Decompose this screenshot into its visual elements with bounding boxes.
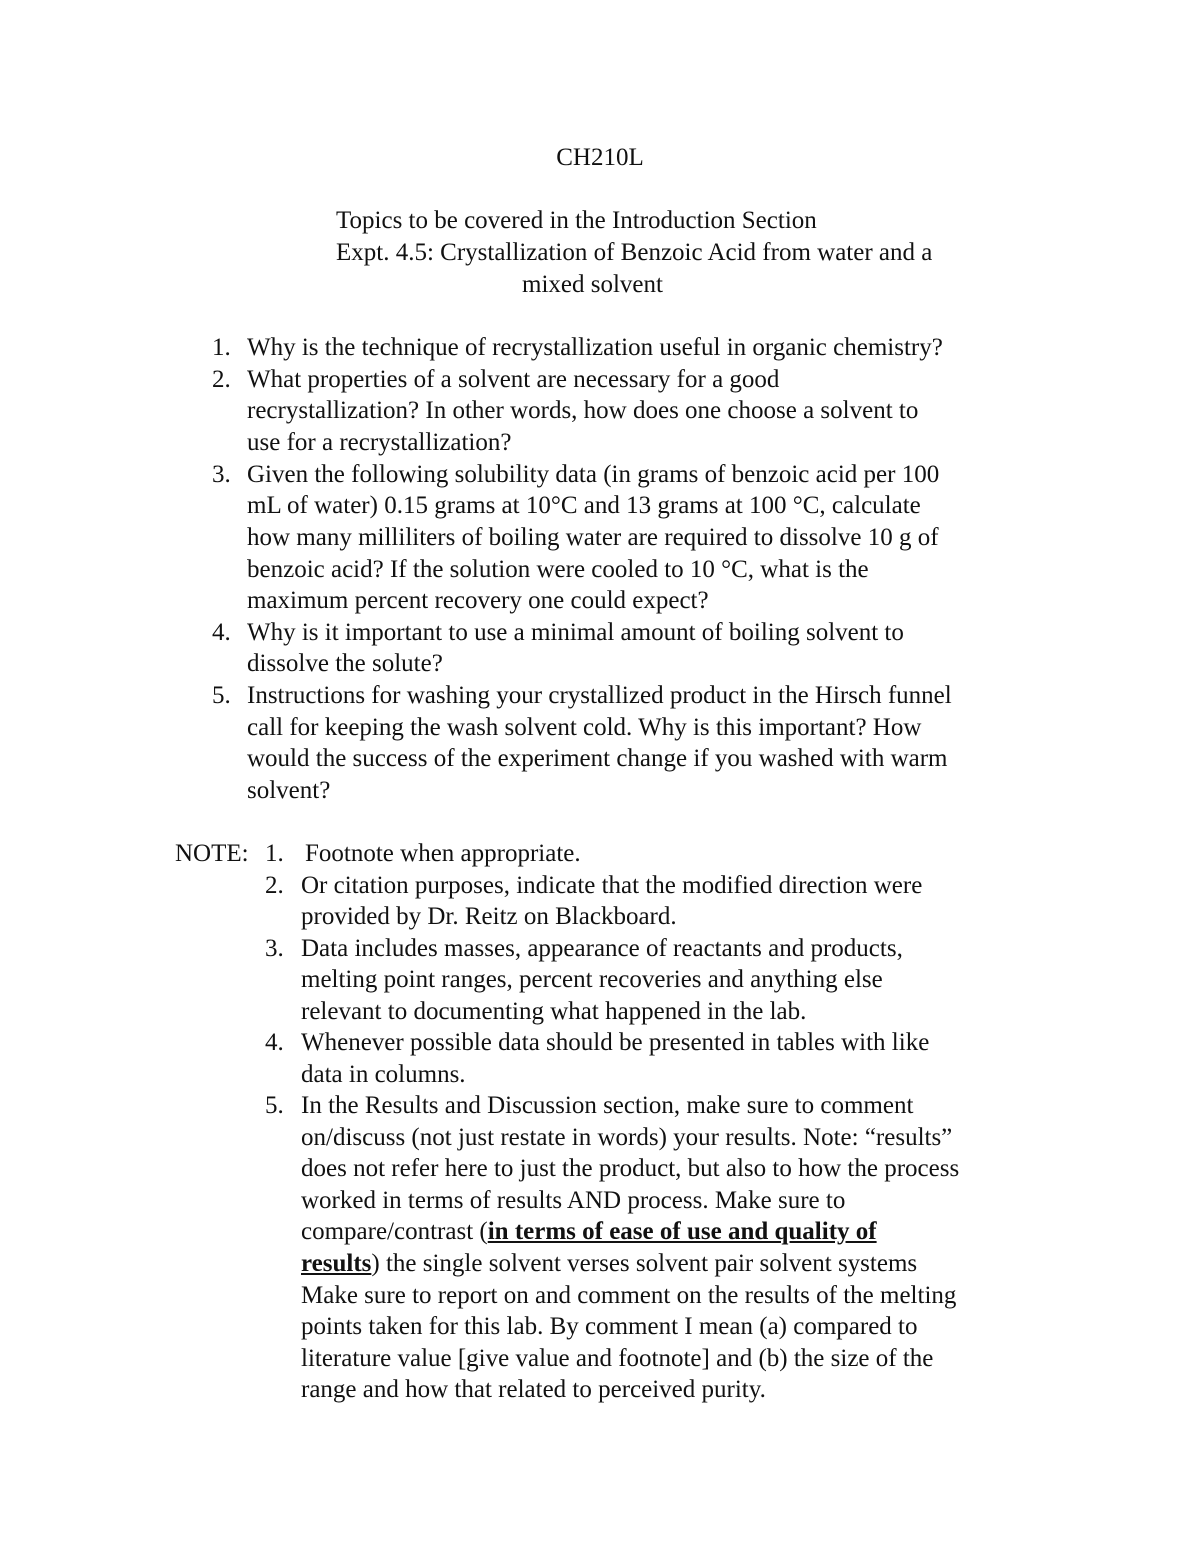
- note-text: compare/contrast (: [301, 1218, 488, 1245]
- note-line: Footnote when appropriate.: [305, 840, 581, 867]
- question-line: solvent?: [247, 777, 331, 804]
- question-line: maximum percent recovery one could expect?: [247, 587, 709, 614]
- note-line: literature value [give value and footnote] and (b) the size of the: [301, 1345, 934, 1372]
- experiment-title-line1: Expt. 4.5: Crystallization of Benzoic Acid from water and a: [336, 239, 933, 266]
- course-title: CH210L: [556, 144, 644, 171]
- question-line: benzoic acid? If the solution were cooled to 10 °C, what is the: [247, 556, 869, 583]
- note-line: melting point ranges, percent recoveries and anything else: [301, 966, 883, 993]
- question-line: mL of water) 0.15 grams at 10°C and 13 grams at 100 °C, calculate: [247, 492, 921, 519]
- question-number: 3.: [212, 461, 231, 488]
- note-number: 5.: [265, 1092, 284, 1119]
- question-line: Given the following solubility data (in grams of benzoic acid per 100: [247, 461, 940, 488]
- note-line: on/discuss (not just restate in words) your results. Note: “results”: [301, 1124, 953, 1151]
- note-label: NOTE:: [175, 840, 249, 867]
- note-line: Or citation purposes, indicate that the modified direction were: [301, 872, 923, 899]
- note-line: In the Results and Discussion section, make sure to comment: [301, 1092, 914, 1119]
- emphasis-text: in terms of ease of use and quality of: [487, 1218, 877, 1245]
- note-line: data in columns.: [301, 1061, 466, 1088]
- question-line: how many milliliters of boiling water are required to dissolve 10 g of: [247, 524, 939, 551]
- note-line: [301, 1248, 917, 1280]
- note-number: 1.: [265, 840, 284, 867]
- note-text: ) the single solvent verses solvent pair solvent systems: [371, 1250, 918, 1277]
- question-line: Instructions for washing your crystallized product in the Hirsch funnel: [247, 682, 952, 709]
- question-number: 1.: [212, 334, 231, 361]
- experiment-title-line2: mixed solvent: [522, 271, 663, 298]
- question-line: Why is it important to use a minimal amount of boiling solvent to: [247, 619, 904, 646]
- question-line: What properties of a solvent are necessary for a good: [247, 366, 780, 393]
- question-line: recrystallization? In other words, how does one choose a solvent to: [247, 397, 919, 424]
- question-number: 2.: [212, 366, 231, 393]
- note-number: 3.: [265, 935, 284, 962]
- note-line: points taken for this lab. By comment I mean (a) compared to: [301, 1313, 918, 1340]
- question-line: Why is the technique of recrystallization useful in organic chemistry?: [247, 334, 943, 361]
- note-line: worked in terms of results AND process. Make sure to: [301, 1187, 846, 1214]
- note-number: 2.: [265, 872, 284, 899]
- note-line: Whenever possible data should be presented in tables with like: [301, 1029, 930, 1056]
- note-line: does not refer here to just the product, but also to how the process: [301, 1155, 960, 1182]
- note-line: relevant to documenting what happened in the lab.: [301, 998, 807, 1025]
- topics-heading: Topics to be covered in the Introduction Section: [336, 207, 817, 234]
- note-line: Make sure to report on and comment on the results of the melting: [301, 1282, 957, 1309]
- question-number: 4.: [212, 619, 231, 646]
- note-line: provided by Dr. Reitz on Blackboard.: [301, 903, 677, 930]
- question-number: 5.: [212, 682, 231, 709]
- emphasis-text: results: [301, 1250, 372, 1277]
- note-line: range and how that related to perceived purity.: [301, 1376, 766, 1403]
- question-line: would the success of the experiment change if you washed with warm: [247, 745, 948, 772]
- question-line: use for a recrystallization?: [247, 429, 512, 456]
- question-line: call for keeping the wash solvent cold. Why is this important? How: [247, 714, 922, 741]
- note-line: Data includes masses, appearance of reactants and products,: [301, 935, 903, 962]
- note-number: 4.: [265, 1029, 284, 1056]
- note-line: [301, 1216, 877, 1248]
- question-line: dissolve the solute?: [247, 650, 443, 677]
